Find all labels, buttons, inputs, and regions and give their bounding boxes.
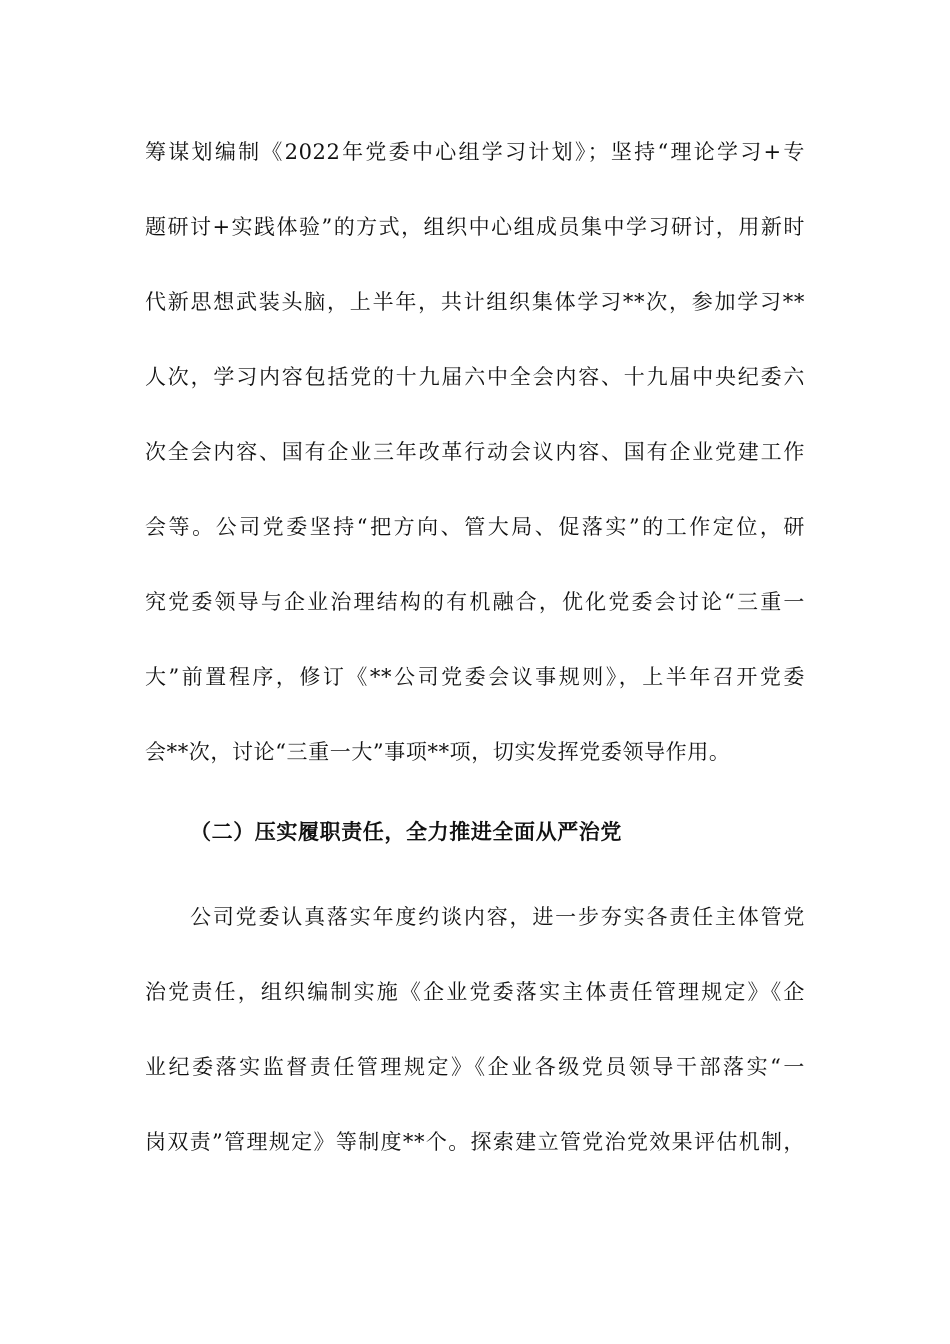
paragraph-2-line-1: 公司党委认真落实年度约谈内容，进一步夯实各责任主体管党 (190, 905, 805, 929)
paragraph-1-line-2: 题研讨+实践体验”的方式，组织中心组成员集中学习研讨，用新时 (145, 215, 805, 239)
paragraph-1-line-6: 会等。公司党委坚持“把方向、管大局、促落实”的工作定位，研 (145, 515, 805, 539)
paragraph-1-line-5: 次全会内容、国有企业三年改革行动会议内容、国有企业党建工作 (145, 440, 805, 464)
paragraph-1-line-8: 大”前置程序，修订《**公司党委会议事规则》，上半年召开党委 (145, 665, 805, 689)
paragraph-1-line-3: 代新思想武装头脑，上半年，共计组织集体学习**次，参加学习** (145, 290, 805, 314)
paragraph-1-line-9: 会**次，讨论“三重一大”事项**项，切实发挥党委领导作用。 (145, 740, 731, 764)
paragraph-2-line-2: 治党责任，组织编制实施《企业党委落实主体责任管理规定》《企 (145, 980, 805, 1004)
paragraph-1-line-7: 究党委领导与企业治理结构的有机融合，优化党委会讨论“三重一 (145, 590, 805, 614)
paragraph-1-line-1: 筹谋划编制《2022年党委中心组学习计划》；坚持“理论学习+专 (145, 140, 805, 164)
paragraph-2-line-4: 岗双责”管理规定》等制度**个。探索建立管党治党效果评估机制， (145, 1130, 805, 1154)
paragraph-2-line-3: 业纪委落实监督责任管理规定》《企业各级党员领导干部落实“一 (145, 1055, 805, 1079)
section-heading: （二）压实履职责任，全力推进全面从严治党 (190, 819, 622, 844)
paragraph-1-line-4: 人次，学习内容包括党的十九届六中全会内容、十九届中央纪委六 (145, 365, 805, 389)
